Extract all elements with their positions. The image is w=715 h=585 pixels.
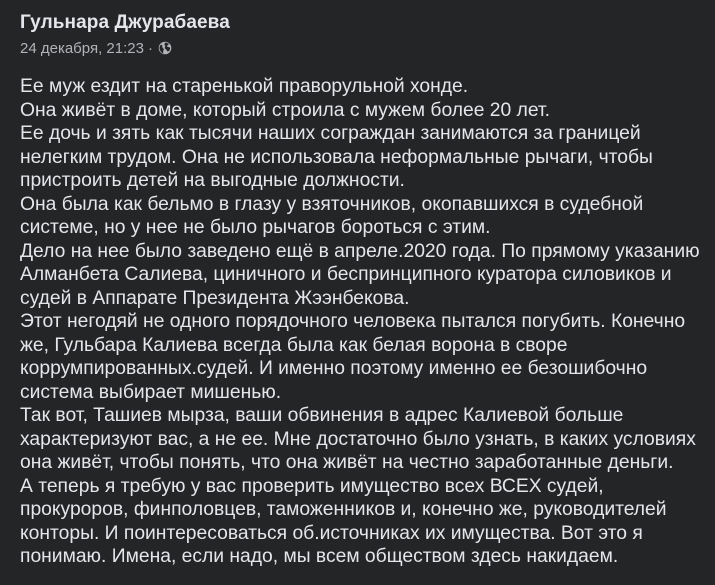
post-text-line: Дело на нее было заведено ещё в апреле.2020 года. По прямому указанию xyxy=(20,240,700,262)
post-text-line: Она была как бельмо в глазу у взяточников, окопавшихся в судебной xyxy=(20,193,644,215)
globe-icon[interactable] xyxy=(158,41,172,55)
post-text-line: системе, но у нее не было рычагов бороться с этим. xyxy=(20,217,491,238)
meta-separator: · xyxy=(147,39,153,57)
post-text-line: пристроить детей на выгодные должности. xyxy=(20,170,405,191)
post-text-line: коррумпированных.судей. И именно поэтому именно ее безошибочно xyxy=(20,358,648,379)
post-text-line: судей в Аппарате Президента Жээнбекова. xyxy=(20,287,410,309)
post-text-line: Алманбета Салиева, циничного и беспринципного куратора силовиков и xyxy=(20,264,672,285)
post-text-line: прокуроров, финполовцев, таможенников и, конечно же, руководителей xyxy=(20,499,667,520)
post-text-line: А теперь я требую у вас проверить имущество всех ВСЕХ судей, xyxy=(20,475,604,497)
post-text-line: Ее дочь и зять как тысячи наших сограждан занимаются за границей xyxy=(20,123,641,144)
post-text-line: система выбирает мишенью. xyxy=(20,381,282,403)
post-body xyxy=(20,75,710,569)
post-text-line: нелегким трудом. Она не использовала неформальные рычаги, чтобы xyxy=(20,146,653,168)
post-author-name[interactable]: Гульнара Джурабаева xyxy=(20,12,230,33)
post-text-line: Так вот, Ташиев мырза, ваши обвинения в адрес Калиевой больше xyxy=(20,405,624,426)
post-text-line: она живёт, чтобы понять, что она живёт на честно заработанные деньги. xyxy=(20,452,674,473)
post-text-line: характеризуют вас, а не ее. Мне достаточно было узнать, в каких условиях xyxy=(20,428,696,450)
post-timestamp[interactable]: 24 декабря, 21:23 xyxy=(20,39,144,57)
post-text-line: Ее муж ездит на старенькой праворульной хонде. xyxy=(20,76,469,97)
post-text-line: понимаю. Имена, если надо, мы всем обществом здесь накидаем. xyxy=(20,546,619,567)
post-text-line: Она живёт в доме, который строила с мужем более 20 лет. xyxy=(20,99,550,121)
post-text-line: Этот негодяй не одного порядочного человека пытался погубить. Конечно xyxy=(20,311,686,332)
post-text-line: конторы. И поинтересоваться об.источниках их имущества. Вот это я xyxy=(20,522,643,544)
post-text-line: же, Гульбара Калиева всегда была как белая ворона в своре xyxy=(20,334,568,356)
post-meta xyxy=(20,38,699,58)
